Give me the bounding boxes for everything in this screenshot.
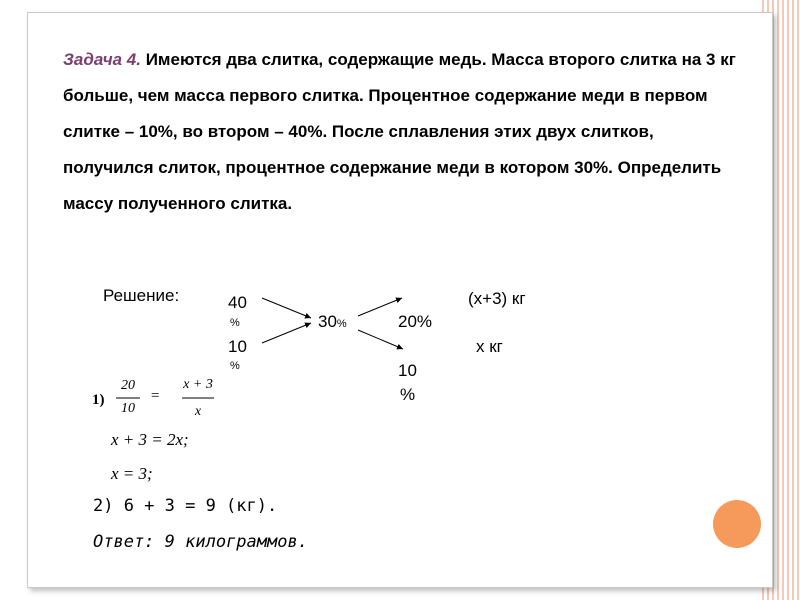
mass-second-ingot: (x+3) кг <box>468 289 526 308</box>
percent-right-bottom: 10 <box>398 361 417 380</box>
percent-center-value: 30 <box>318 312 337 331</box>
percent-left-bottom: 10 <box>228 337 247 356</box>
arrow-top-left <box>262 298 311 318</box>
percent-left-top: 40 <box>228 293 247 312</box>
problem-label: Задача 4. <box>63 50 141 69</box>
step2-calculation: 2) 6 + 3 = 9 (кг). <box>93 496 278 516</box>
problem-text: Имеются два слитка, содержащие медь. Масса второго слитка на 3 кг больше, чем масса первого слитка. Процентное содержание меди в первом слитке – 10%, во втором – 40%. После сплавления этих двух слитков, получился слиток, процентное содержание меди в котором 30%. Определить массу полученного слитка. <box>63 50 736 213</box>
fraction1-denominator: 10 <box>121 401 135 416</box>
arrow-bottom-left <box>262 323 311 343</box>
equals-sign: = <box>150 388 161 404</box>
percent-right-top: 20% <box>398 312 433 331</box>
answer-text: Ответ: 9 килограммов. <box>93 532 308 552</box>
equation-line-3: x = 3; <box>111 464 153 483</box>
arrow-top-right <box>358 298 402 316</box>
percent-right-bottom-sign: % <box>400 385 416 404</box>
percent-center-sign: % <box>336 318 347 330</box>
fraction1-numerator: 20 <box>121 378 135 393</box>
equation-line-2: x + 3 = 2x; <box>111 430 189 449</box>
decorative-orange-circle <box>713 500 761 548</box>
arrow-bottom-right <box>358 330 403 349</box>
percent-left-bottom-sign: % <box>230 360 240 372</box>
solution-label: Решение: <box>103 286 180 305</box>
fraction2-numerator: x + 3 <box>183 377 213 392</box>
percent-left-top-sign: % <box>230 317 240 329</box>
step1-number: 1) <box>92 392 105 408</box>
fraction2-denominator: x <box>194 404 202 419</box>
mass-first-ingot: x кг <box>476 337 503 356</box>
